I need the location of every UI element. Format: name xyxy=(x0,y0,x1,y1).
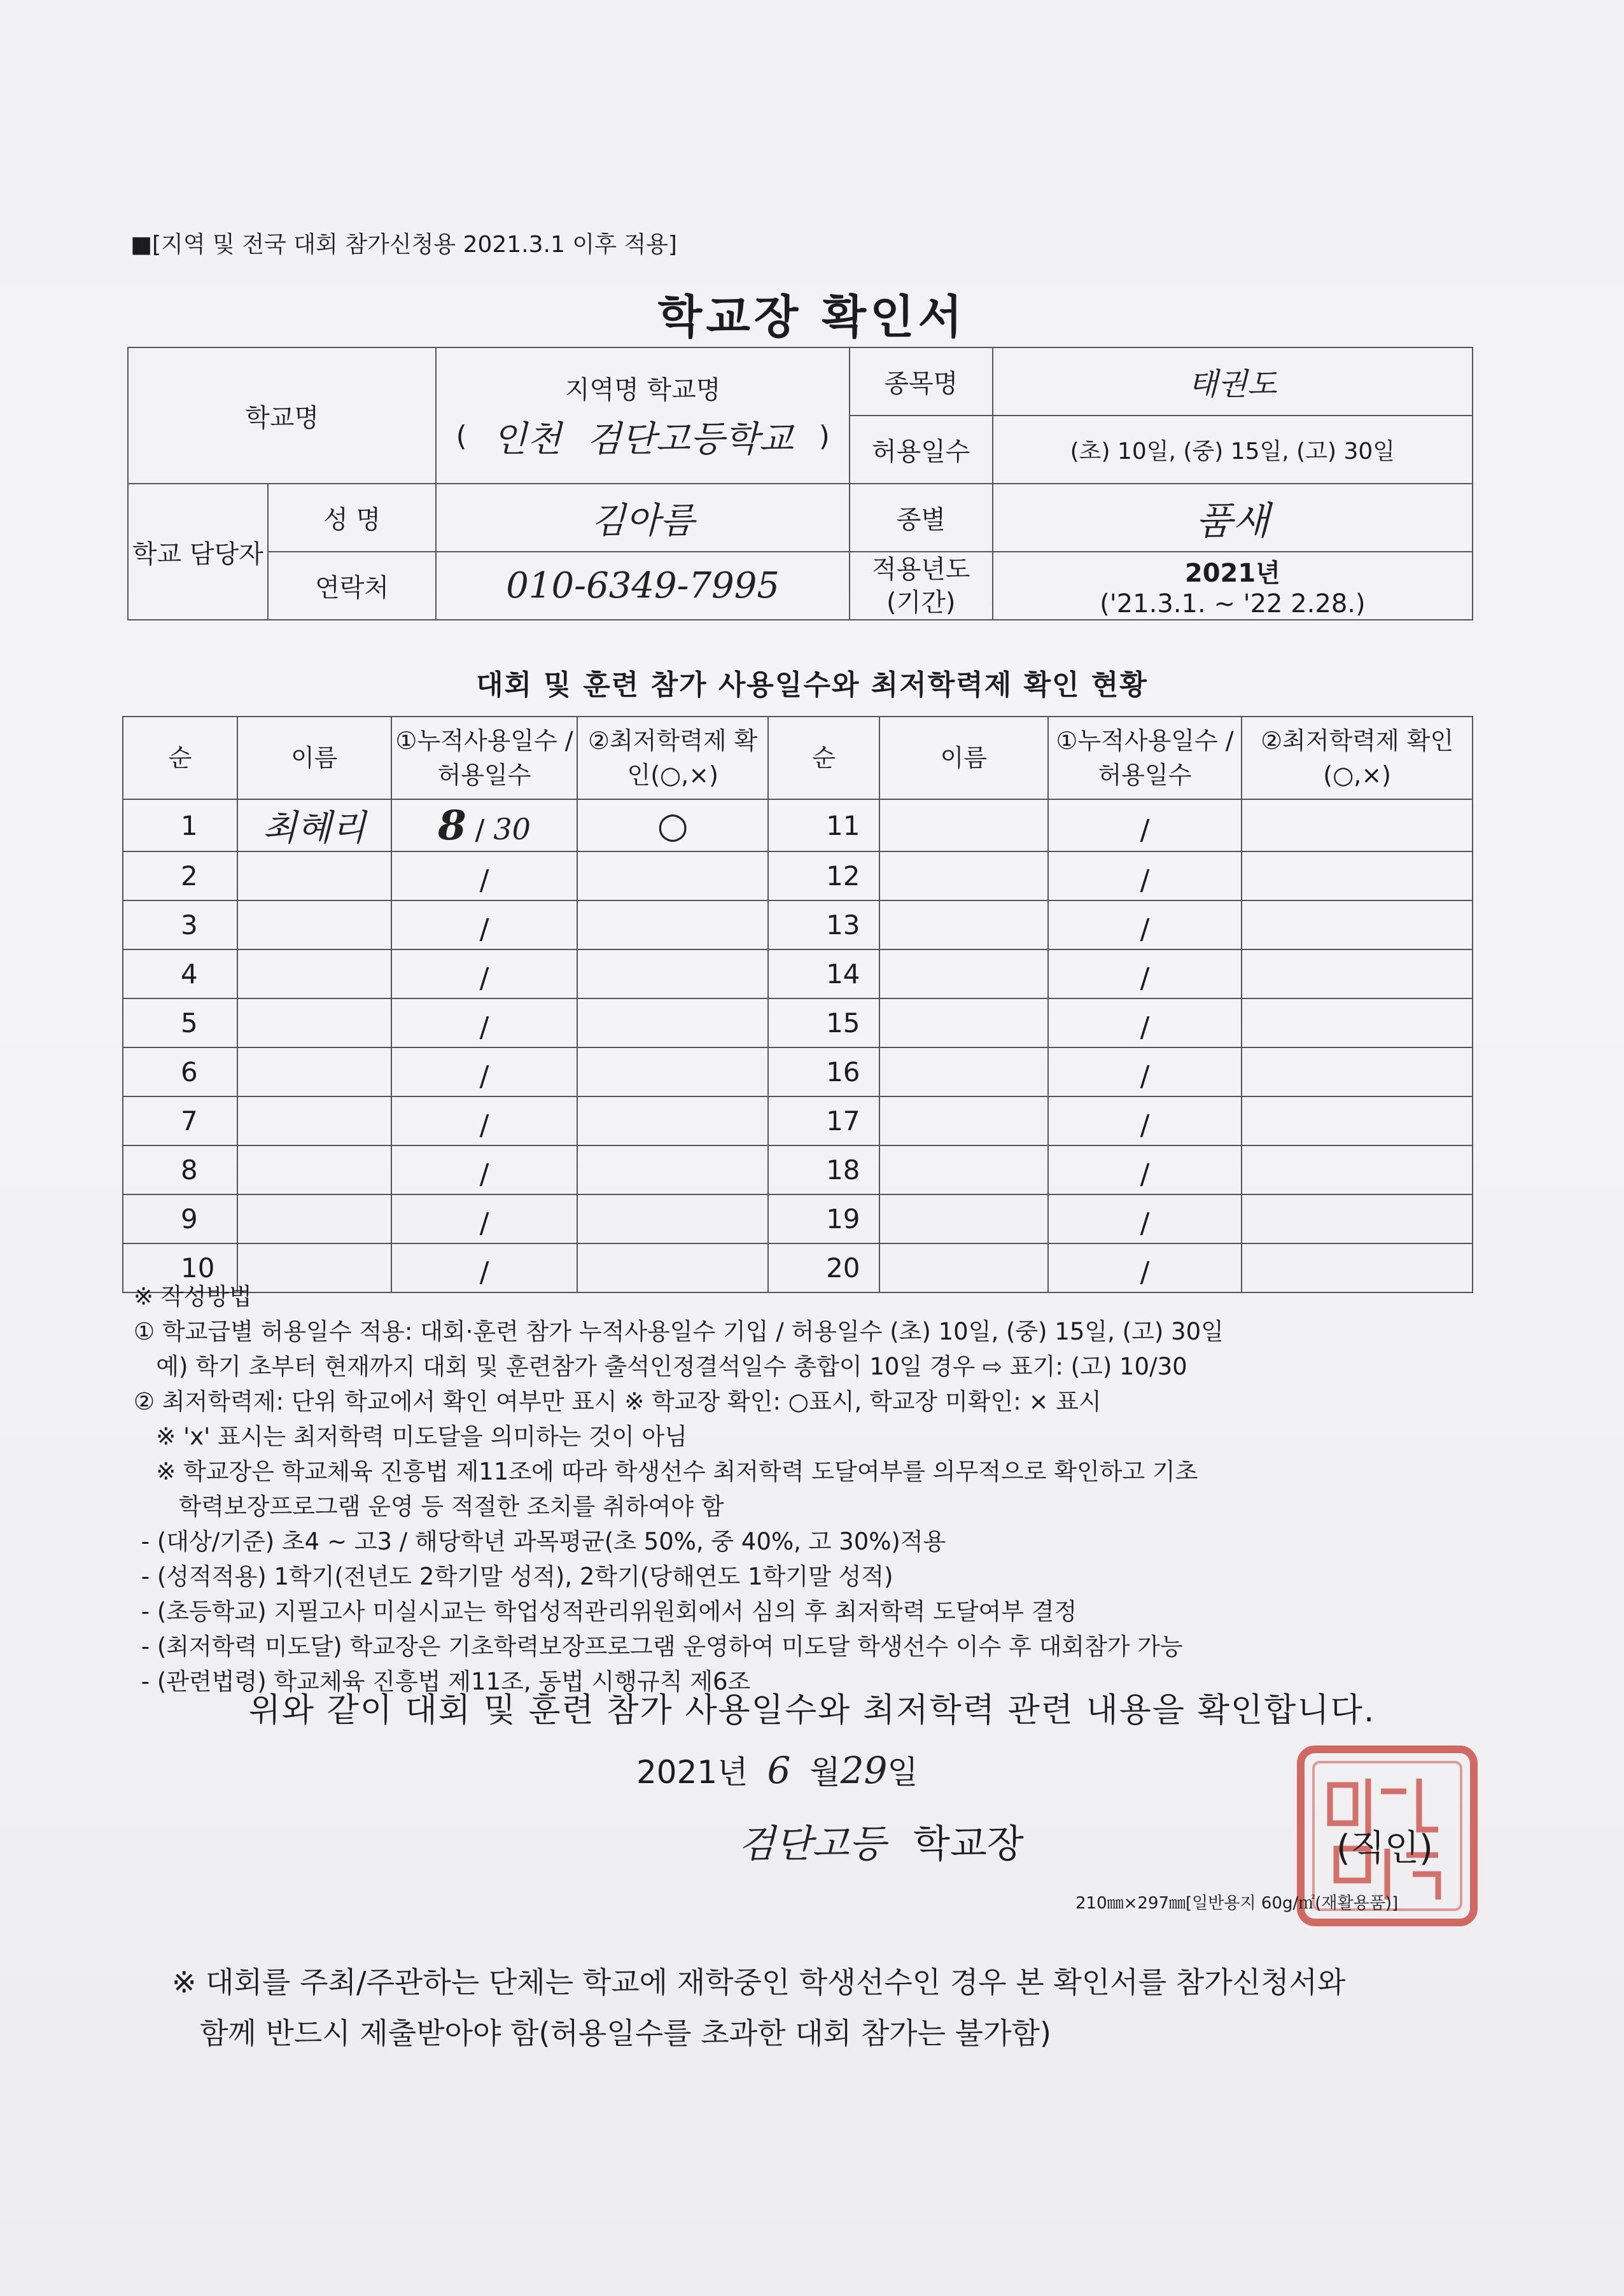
table-row xyxy=(123,1145,1473,1194)
student-name xyxy=(879,1047,1048,1096)
slash-separator: / xyxy=(479,962,489,995)
header-used-days: ①누적사용일수 /허용일수 xyxy=(391,717,578,799)
instruction-line: ※ 학교장은 학교체육 진흥법 제11조에 따라 학생선수 최저학력 도달여부를 의무적으로 확인하고 기초 xyxy=(134,1458,1198,1485)
allowed-days-total: 30 xyxy=(493,811,531,846)
instruction-line: ① 학교급별 허용일수 적용: 대회·훈련 참가 누적사용일수 기입 / 허용일수 (초) 10일, (중) 15일, (고) 30일 xyxy=(134,1318,1224,1345)
min-academic-check xyxy=(577,851,768,900)
confirmation-statement: 위와 같이 대회 및 훈련 참가 사용일수와 최저학력 관련 내용을 확인합니다. xyxy=(248,1691,1376,1730)
header-name: 이름 xyxy=(237,717,391,799)
slash-separator: / xyxy=(479,864,489,897)
school-value xyxy=(437,411,848,462)
instruction-line: ※ 'x' 표시는 최저학력 미도달을 의미하는 것이 아님 xyxy=(134,1423,687,1450)
min-academic-check xyxy=(1242,1047,1473,1096)
min-academic-check xyxy=(577,949,768,998)
student-name xyxy=(879,998,1048,1047)
name-label: 성 명 xyxy=(268,484,437,552)
principal-signature xyxy=(738,1814,1024,1868)
min-academic-check xyxy=(577,1096,768,1145)
used-days xyxy=(391,851,578,900)
student-name xyxy=(879,949,1048,998)
school-name: 검단고등학교 xyxy=(587,418,794,460)
min-academic-check xyxy=(1242,1096,1473,1145)
sport-value: 태권도 xyxy=(993,347,1473,416)
row-number: 9 xyxy=(123,1194,237,1243)
header-no: 순 xyxy=(123,717,237,799)
min-academic-check xyxy=(577,1145,768,1194)
instruction-line: 예) 학기 초부터 현재까지 대회 및 훈련참가 출석인정결석일수 총합이 10일 경우 ⇨ 표기: (고) 10/30 xyxy=(134,1353,1187,1380)
student-name xyxy=(237,1145,391,1194)
used-days xyxy=(391,949,578,998)
footer-line: 함께 반드시 제출받아야 함(허용일수를 초과한 대회 참가는 불가함) xyxy=(172,2016,1051,2050)
sport-label: 종목명 xyxy=(850,347,993,416)
paren-close: ) xyxy=(818,420,830,452)
student-name xyxy=(237,1096,391,1145)
used-days xyxy=(1048,799,1242,851)
writing-instructions xyxy=(134,1279,1224,1699)
used-days xyxy=(1048,900,1242,949)
date-month: 6 xyxy=(767,1749,791,1792)
header-no: 순 xyxy=(768,717,879,799)
school-region: 인천 xyxy=(492,418,561,460)
table-row xyxy=(123,1096,1473,1145)
date-day-unit: 일 xyxy=(887,1754,918,1791)
min-academic-check: ○ xyxy=(577,799,768,851)
row-number: 18 xyxy=(768,1145,879,1194)
row-number: 4 xyxy=(123,949,237,998)
used-days xyxy=(391,900,578,949)
instruction-line: - (초등학교) 지필고사 미실시교는 학업성적관리위원회에서 심의 후 최저학력 도달여부 결정 xyxy=(134,1598,1077,1625)
instruction-line: 학력보장프로그램 운영 등 적절한 조치를 취하여야 함 xyxy=(134,1493,724,1520)
category-label: 종별 xyxy=(850,484,993,552)
slash-separator: / xyxy=(1140,1158,1150,1191)
used-days xyxy=(391,998,578,1047)
table-row xyxy=(123,851,1473,900)
school-label: 학교명 xyxy=(128,347,436,484)
row-number: 15 xyxy=(768,998,879,1047)
student-name xyxy=(237,1194,391,1243)
student-name xyxy=(879,900,1048,949)
slash-separator: / xyxy=(1140,1011,1150,1044)
student-name xyxy=(879,1194,1048,1243)
instruction-line: - (최저학력 미도달) 학교장은 기초학력보장프로그램 운영하여 미도달 학생선수 이수 후 대회참가 가능 xyxy=(134,1633,1183,1660)
school-sub-label: 지역명 학교명 xyxy=(564,375,721,405)
row-number: 12 xyxy=(768,851,879,900)
allowed-days-value: (초) 10일, (중) 15일, (고) 30일 xyxy=(993,416,1473,484)
used-days xyxy=(391,1096,578,1145)
document-title: 학교장 확인서 xyxy=(657,290,967,344)
header-used-days: ①누적사용일수 /허용일수 xyxy=(1048,717,1242,799)
min-academic-check xyxy=(1242,799,1473,851)
slash-separator: / xyxy=(1140,913,1150,946)
form-usage-note: ■[지역 및 전국 대회 참가신청용 2021.3.1 이후 적용] xyxy=(130,232,677,258)
slash-separator: / xyxy=(479,913,489,946)
year-label: 적용년도 (기간) xyxy=(850,552,993,620)
used-days xyxy=(1048,1096,1242,1145)
school-cell xyxy=(436,347,849,484)
instruction-line: - (대상/기준) 초4 ~ 고3 / 해당학년 과목평균(초 50%, 중 40%, 고 30%)적용 xyxy=(134,1528,946,1555)
slash-separator: / xyxy=(479,1109,489,1142)
student-name xyxy=(879,1096,1048,1145)
row-number: 5 xyxy=(123,998,237,1047)
table-row xyxy=(123,1194,1473,1243)
row-number: 10 xyxy=(123,1243,237,1292)
min-academic-check xyxy=(1242,851,1473,900)
table-row xyxy=(123,1047,1473,1096)
slash-separator: / xyxy=(479,1158,489,1191)
slash-separator: / xyxy=(479,1060,489,1093)
min-academic-check xyxy=(1242,998,1473,1047)
slash-separator: / xyxy=(1140,1256,1150,1289)
student-name xyxy=(237,851,391,900)
principal-school: 검단고등 xyxy=(738,1822,886,1866)
min-academic-check xyxy=(577,1194,768,1243)
slash-separator: / xyxy=(1140,1207,1150,1240)
student-name xyxy=(237,900,391,949)
student-name xyxy=(237,998,391,1047)
min-academic-check xyxy=(1242,949,1473,998)
used-days xyxy=(1048,1194,1242,1243)
contact-label: 연락처 xyxy=(268,552,437,620)
row-number: 6 xyxy=(123,1047,237,1096)
row-number: 19 xyxy=(768,1194,879,1243)
year-cell xyxy=(993,552,1473,620)
header-min-academic: ②최저학력제 확인(○,×) xyxy=(1242,717,1473,799)
row-number: 14 xyxy=(768,949,879,998)
row-number: 2 xyxy=(123,851,237,900)
year-value: 2021년 xyxy=(1184,559,1280,588)
table-row xyxy=(123,799,1473,851)
period-value: ('21.3.1. ~ '22 2.28.) xyxy=(1100,589,1366,619)
name-value: 김아름 xyxy=(436,484,849,552)
slash-separator: / xyxy=(479,1256,489,1289)
footer-line: ※ 대회를 주최/주관하는 단체는 학교에 재학중인 학생선수인 경우 본 확인서를 참가신청서와 xyxy=(172,1965,1346,1999)
seal-label: (직인) xyxy=(1336,1828,1433,1869)
principal-title: 학교장 xyxy=(913,1822,1024,1866)
min-academic-check xyxy=(1242,1145,1473,1194)
used-days xyxy=(391,1145,578,1194)
used-days-value: 8 xyxy=(438,801,466,850)
row-number: 11 xyxy=(768,799,879,851)
table-row xyxy=(123,900,1473,949)
date-day: 29 xyxy=(840,1749,888,1792)
manager-label: 학교 담당자 xyxy=(128,484,268,620)
student-name xyxy=(879,799,1048,851)
row-number: 16 xyxy=(768,1047,879,1096)
instruction-line: - (성적적용) 1학기(전년도 2학기말 성적), 2학기(당해연도 1학기말 성적) xyxy=(134,1563,893,1590)
row-number: 17 xyxy=(768,1096,879,1145)
min-academic-check xyxy=(577,998,768,1047)
allowed-days-label: 허용일수 xyxy=(850,416,993,484)
row-number: 8 xyxy=(123,1145,237,1194)
row-number: 1 xyxy=(123,799,237,851)
used-days xyxy=(391,1047,578,1096)
table-row xyxy=(123,998,1473,1047)
min-academic-check xyxy=(577,900,768,949)
row-number: 20 xyxy=(768,1243,879,1292)
instruction-line: ※ 작성방법 xyxy=(134,1283,252,1310)
table-title: 대회 및 훈련 참가 사용일수와 최저학력제 확인 현황 xyxy=(476,669,1148,701)
row-number: 7 xyxy=(123,1096,237,1145)
contact-value: 010-6349-7995 xyxy=(436,552,849,620)
date-year: 2021년 xyxy=(636,1754,748,1791)
slash-separator: / xyxy=(1140,1060,1150,1093)
row-number: 3 xyxy=(123,900,237,949)
slash-separator: / xyxy=(1140,962,1150,995)
used-days xyxy=(1048,998,1242,1047)
instruction-line: ② 최저학력제: 단위 학교에서 확인 여부만 표시 ※ 학교장 확인: ○표시, 학교장 미확인: × 표시 xyxy=(134,1388,1102,1415)
student-name xyxy=(237,1047,391,1096)
school-info-table xyxy=(127,347,1473,620)
slash-separator: / xyxy=(466,813,494,846)
used-days xyxy=(391,799,578,851)
student-name xyxy=(879,1145,1048,1194)
used-days xyxy=(1048,1047,1242,1096)
slash-separator: / xyxy=(479,1011,489,1044)
used-days xyxy=(391,1194,578,1243)
student-name xyxy=(237,949,391,998)
min-academic-check xyxy=(577,1047,768,1096)
used-days xyxy=(1048,1145,1242,1194)
min-academic-check xyxy=(1242,1243,1473,1292)
header-min-academic: ②최저학력제 확인(○,×) xyxy=(577,717,768,799)
date-month-unit: 월 xyxy=(809,1754,841,1791)
slash-separator: / xyxy=(479,1207,489,1240)
row-number: 13 xyxy=(768,900,879,949)
submission-notice xyxy=(172,1957,1345,2059)
signing-date xyxy=(636,1747,918,1793)
used-days xyxy=(1048,851,1242,900)
instruction-line: - (관련법령) 학교체육 진흥법 제11조, 동법 시행규칙 제6조 xyxy=(134,1668,751,1695)
slash-separator: / xyxy=(1140,813,1150,846)
slash-separator: / xyxy=(1140,1109,1150,1142)
table-row xyxy=(123,949,1473,998)
min-academic-check xyxy=(1242,1194,1473,1243)
slash-separator: / xyxy=(1140,864,1150,897)
paren-open: ( xyxy=(456,420,467,452)
category-value: 품새 xyxy=(993,484,1473,552)
student-name: 최혜리 xyxy=(237,799,391,851)
min-academic-check xyxy=(1242,900,1473,949)
participation-table xyxy=(122,716,1473,1293)
paper-spec: 210㎜×297㎜[일반용지 60g/㎡(재활용품)] xyxy=(1075,1894,1399,1913)
student-name xyxy=(879,851,1048,900)
used-days xyxy=(1048,949,1242,998)
header-name: 이름 xyxy=(879,717,1048,799)
